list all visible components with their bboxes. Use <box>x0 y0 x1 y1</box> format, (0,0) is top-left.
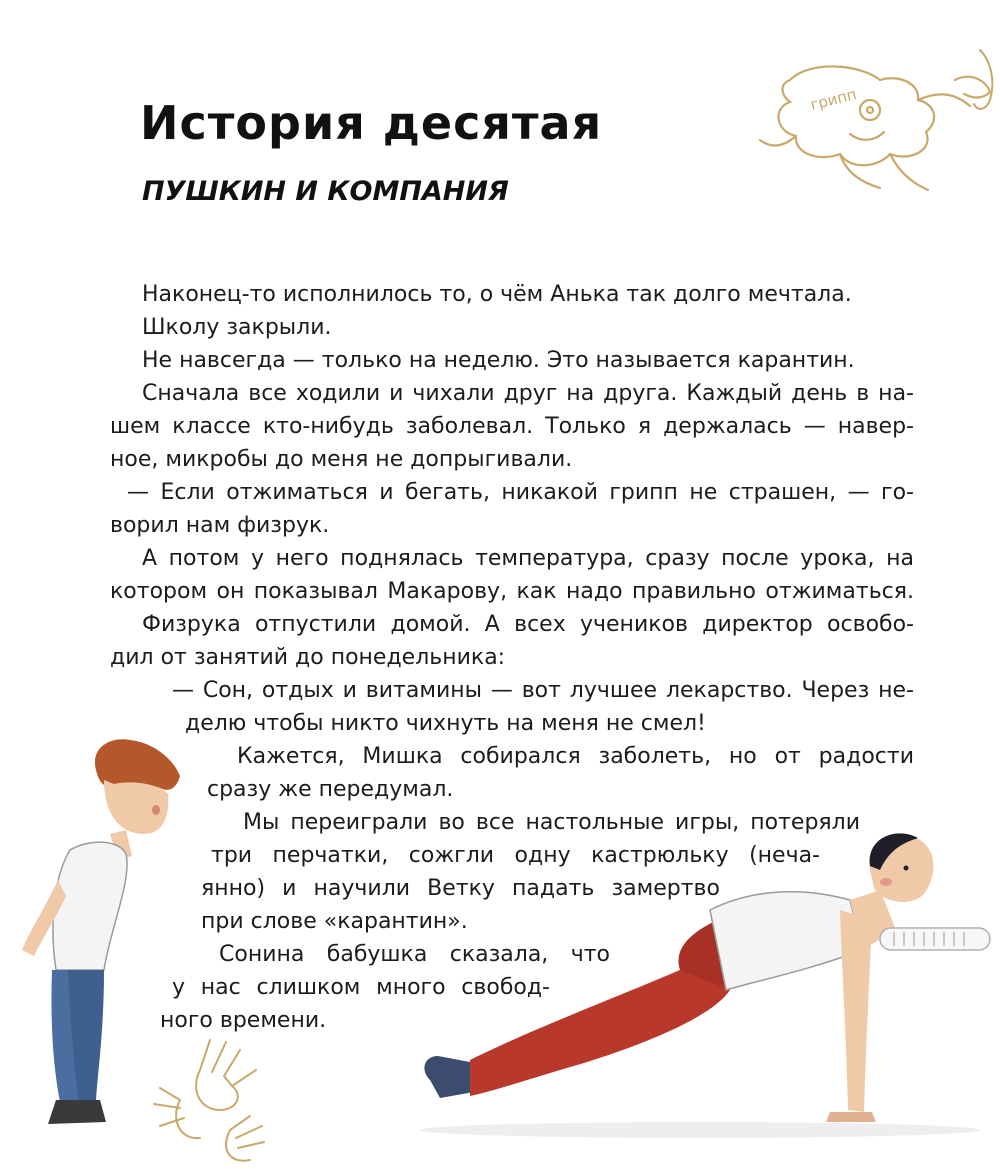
text-line-16: сразу же передумал. <box>207 777 454 802</box>
text-line-9: А потом у него поднялась температура, сразу после урока, на <box>142 546 914 571</box>
pushup-man-illustration <box>410 830 1000 1150</box>
text-line-23: ного времени. <box>160 1008 327 1033</box>
text-line-5: шем классе кто-нибудь заболевал. Только я держалась — навер- <box>110 414 914 439</box>
doodle-label: грипп <box>808 85 859 114</box>
text-line-22: у нас слишком много свобод- <box>172 975 550 1000</box>
text-line-2: Школу закрыли. <box>142 315 332 340</box>
text-line-14: делю чтобы никто чихнуть на меня не смел! <box>185 711 706 736</box>
text-line-18: три перчатки, сожгли одну кастрюльку (неча- <box>211 843 820 868</box>
text-line-21: Сонина бабушка сказала, что <box>219 942 610 967</box>
gloves-doodle <box>140 1030 300 1170</box>
text-line-12: дил от занятий до понедельника: <box>110 645 506 670</box>
text-line-1: Наконец-то исполнилось то, о чём Анька так долго мечтала. <box>142 282 852 307</box>
chapter-title: История десятая <box>140 96 603 150</box>
corner-doodle <box>960 40 1000 120</box>
text-line-7: — Если отжиматься и бегать, никакой грипп не страшен, — го- <box>127 480 914 505</box>
text-line-3: Не навсегда — только на неделю. Это называется карантин. <box>142 348 855 373</box>
chapter-subtitle: ПУШКИН И КОМПАНИЯ <box>142 176 509 207</box>
text-line-6: ное, микробы до меня не допрыгивали. <box>110 447 573 472</box>
text-line-10: котором он показывал Макарову, как надо правильно отжиматься. <box>110 579 914 604</box>
text-line-11: Физрука отпустили домой. А всех учеников директор освобо- <box>142 612 914 637</box>
text-line-15: Кажется, Мишка собирался заболеть, но от радости <box>237 744 914 769</box>
text-line-4: Сначала все ходили и чихали друг на друга. Каждый день в на- <box>142 381 914 406</box>
text-line-20: при слове «карантин». <box>201 909 468 934</box>
text-line-19: янно) и научили Ветку падать замертво <box>201 876 720 901</box>
text-line-17: Мы переиграли во все настольные игры, потеряли <box>243 810 860 835</box>
text-line-8: ворил нам физрук. <box>110 513 330 538</box>
text-line-13: — Сон, отдых и витамины — вот лучшее лекарство. Через не- <box>172 678 914 703</box>
